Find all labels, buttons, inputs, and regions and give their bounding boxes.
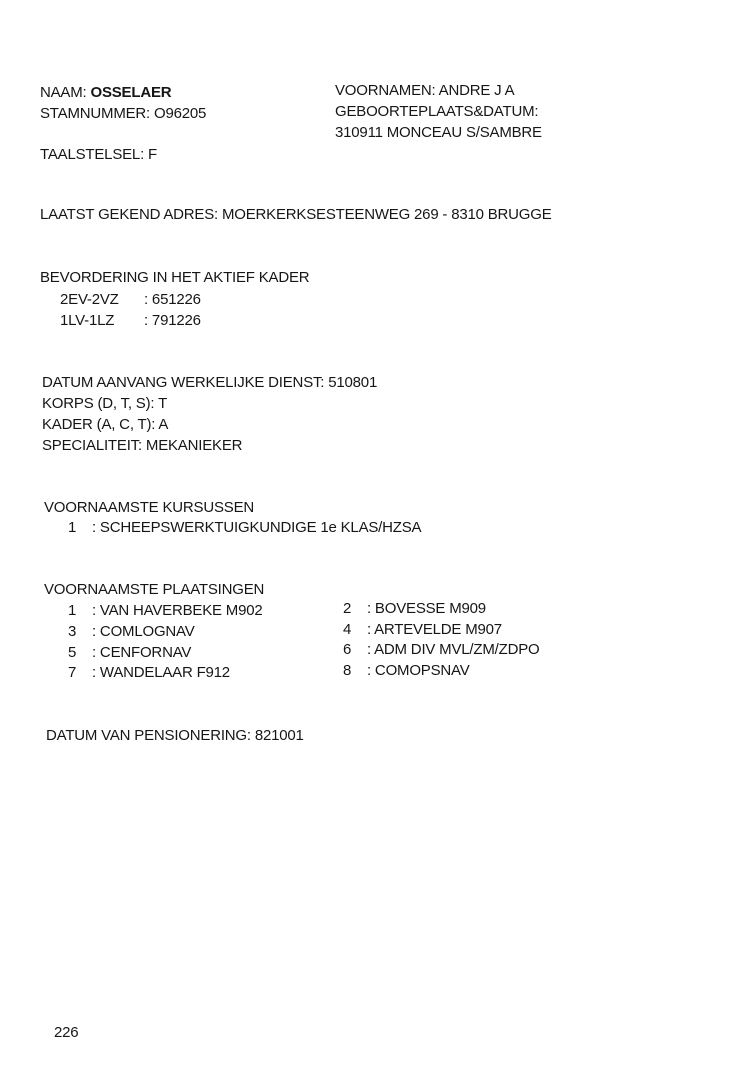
taalstelsel-line bbox=[40, 145, 157, 165]
plaatsing-item bbox=[343, 599, 486, 619]
plaatsing-text: : ADM DIV MVL/ZM/ZDPO bbox=[367, 641, 540, 658]
kursussen-title: VOORNAAMSTE KURSUSSEN bbox=[44, 499, 255, 516]
geboorte-label: GEBOORTEPLAATS&DATUM: bbox=[335, 103, 539, 120]
page-number: 226 bbox=[54, 1024, 79, 1041]
plaatsing-text: : COMLOGNAV bbox=[92, 623, 195, 640]
plaatsing-text: : WANDELAAR F912 bbox=[92, 664, 230, 681]
plaatsing-num: 6 bbox=[343, 641, 352, 658]
specialiteit-line bbox=[42, 436, 242, 456]
plaatsing-item bbox=[68, 601, 263, 621]
bevordering-date: : 651226 bbox=[144, 291, 201, 308]
voornamen-value: ANDRE J A bbox=[438, 82, 515, 99]
plaatsing-item bbox=[343, 620, 502, 640]
plaatsing-item bbox=[68, 663, 230, 683]
plaatsing-text: : BOVESSE M909 bbox=[367, 600, 486, 617]
plaatsing-item bbox=[343, 661, 470, 681]
stamnummer-value: O96205 bbox=[153, 105, 207, 122]
aanvang-value: 510801 bbox=[328, 374, 378, 391]
aanvang-line bbox=[42, 373, 377, 393]
pensionering-value: 821001 bbox=[254, 727, 304, 744]
plaatsing-text: : COMOPSNAV bbox=[367, 662, 470, 679]
plaatsing-num: 3 bbox=[68, 623, 77, 640]
plaatsing-num: 1 bbox=[68, 602, 77, 619]
korps-line bbox=[42, 394, 167, 414]
plaatsing-text: : CENFORNAV bbox=[92, 644, 192, 661]
adres-label: LAATST GEKEND ADRES: bbox=[40, 206, 218, 223]
bevordering-rank: 2EV-2VZ bbox=[60, 291, 119, 308]
plaatsing-num: 7 bbox=[68, 664, 77, 681]
naam-value: OSSELAER bbox=[90, 84, 172, 101]
korps-value: T bbox=[158, 395, 168, 412]
taalstelsel-label: TAALSTELSEL: bbox=[40, 146, 145, 163]
geboorte-value: 310911 MONCEAU S/SAMBRE bbox=[335, 124, 542, 141]
kader-line bbox=[42, 415, 168, 435]
plaatsing-text: : ARTEVELDE M907 bbox=[367, 621, 502, 638]
adres-value: MOERKERKSESTEENWEG 269 - 8310 BRUGGE bbox=[221, 206, 552, 223]
bevordering-item bbox=[60, 290, 201, 310]
voornamen-line bbox=[335, 81, 514, 101]
kader-value: A bbox=[158, 416, 169, 433]
voornamen-label: VOORNAMEN: bbox=[335, 82, 436, 99]
specialiteit-value: MEKANIEKER bbox=[145, 437, 243, 454]
plaatsing-num: 2 bbox=[343, 600, 352, 617]
plaatsing-num: 5 bbox=[68, 644, 77, 661]
plaatsing-num: 4 bbox=[343, 621, 352, 638]
specialiteit-label: SPECIALITEIT: bbox=[42, 437, 142, 454]
naam-label: NAAM: bbox=[40, 84, 87, 101]
aanvang-label: DATUM AANVANG WERKELIJKE DIENST: bbox=[42, 374, 325, 391]
stamnummer-line bbox=[40, 104, 206, 124]
bevordering-date: : 791226 bbox=[144, 312, 201, 329]
bevordering-title: BEVORDERING IN HET AKTIEF KADER bbox=[40, 269, 310, 286]
taalstelsel-value: F bbox=[148, 146, 157, 163]
pensionering-label: DATUM VAN PENSIONERING: bbox=[46, 727, 251, 744]
stamnummer-label: STAMNUMMER: bbox=[40, 105, 151, 122]
plaatsingen-title: VOORNAAMSTE PLAATSINGEN bbox=[44, 581, 265, 598]
kursus-num: 1 bbox=[68, 519, 77, 536]
pensionering-line bbox=[46, 726, 304, 746]
korps-label: KORPS (D, T, S): bbox=[42, 395, 155, 412]
kursus-item bbox=[68, 518, 421, 538]
kursus-text: : SCHEEPSWERKTUIGKUNDIGE 1e KLAS/HZSA bbox=[92, 519, 422, 536]
plaatsing-item bbox=[343, 640, 539, 660]
bevordering-rank: 1LV-1LZ bbox=[60, 312, 115, 329]
bevordering-item bbox=[60, 311, 201, 331]
naam-line bbox=[40, 83, 171, 103]
plaatsing-item bbox=[68, 643, 191, 663]
adres-line bbox=[40, 205, 552, 225]
kader-label: KADER (A, C, T): bbox=[42, 416, 156, 433]
plaatsing-text: : VAN HAVERBEKE M902 bbox=[92, 602, 263, 619]
plaatsing-num: 8 bbox=[343, 662, 352, 679]
plaatsing-item bbox=[68, 622, 195, 642]
